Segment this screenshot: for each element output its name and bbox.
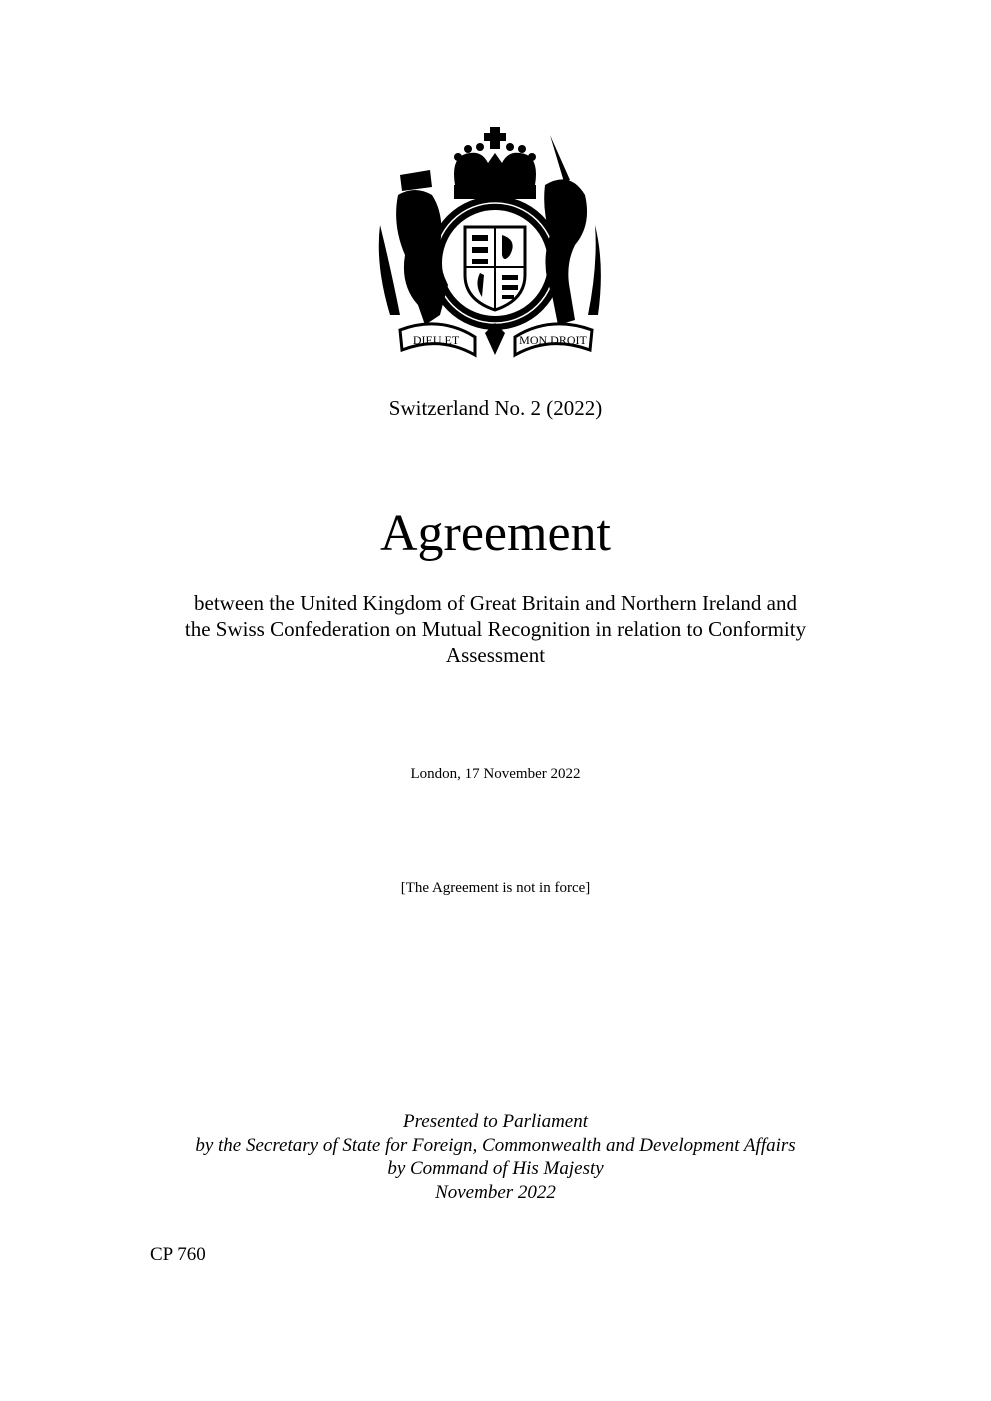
presented-line: Presented to Parliament	[402, 1111, 589, 1132]
document-title: Agreement	[379, 505, 611, 562]
document-subtitle	[140, 590, 851, 668]
subtitle-line: the Swiss Confederation on Mutual Recognition in relation to Conformity	[184, 617, 807, 641]
svg-text:DIEU ET: DIEU ET	[412, 333, 460, 347]
royal-coat-of-arms-icon	[370, 115, 620, 365]
presented-line: by the Secretary of State for Foreign, Commonwealth and Development Affairs	[195, 1134, 796, 1156]
presented-line: by Command of His Majesty	[387, 1158, 604, 1179]
presented-line: November 2022	[435, 1181, 556, 1203]
subtitle-line: between the United Kingdom of Great Britain and Northern Ireland and	[194, 591, 797, 615]
presentation-statement	[0, 1110, 991, 1204]
command-paper-number: CP 760	[150, 1244, 206, 1265]
svg-text:MON DROIT: MON DROIT	[519, 333, 587, 347]
place-and-date: London, 17 November 2022	[410, 766, 581, 782]
subtitle-line: Assessment	[445, 643, 546, 667]
series-number: Switzerland No. 2 (2022)	[388, 396, 603, 420]
force-status: [The Agreement is not in force]	[400, 880, 591, 896]
